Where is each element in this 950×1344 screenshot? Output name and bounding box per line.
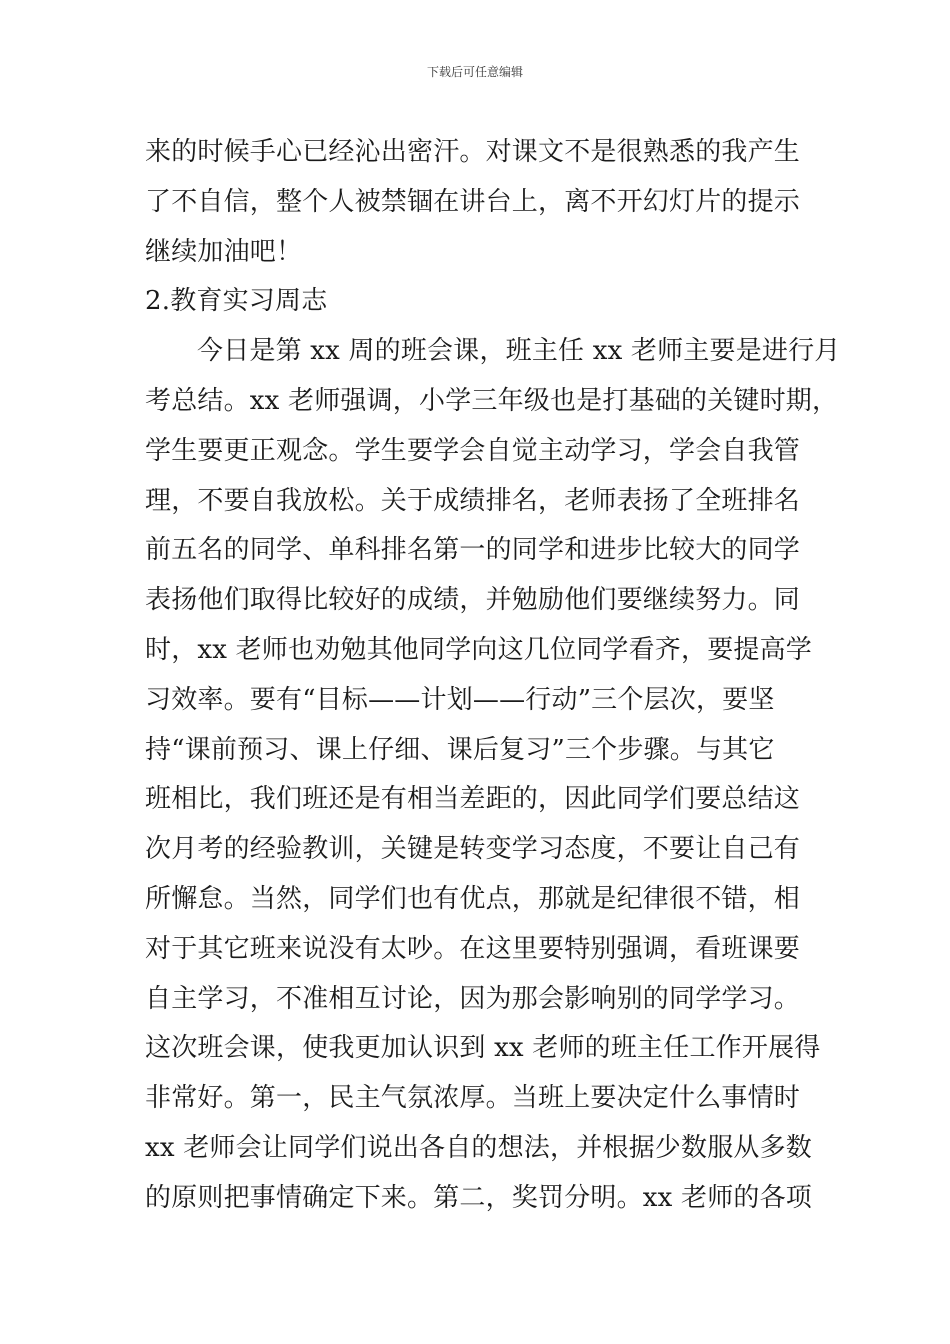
document-body xyxy=(145,128,841,1224)
text-line: 次月考的经验教训，关键是转变学习态度，不要让自己有 xyxy=(145,834,801,865)
text-line: 继续加油吧！ xyxy=(145,236,303,267)
text-line: 所懈怠。当然，同学们也有优点，那就是纪律很不错，相 xyxy=(145,883,801,914)
text-line: 前五名的同学、单科排名第一的同学和进步比较大的同学 xyxy=(145,535,801,566)
text-line: 理，不要自我放松。关于成绩排名，老师表扬了全班排名 xyxy=(145,485,801,516)
text-line: 的原则把事情确定下来。第二，奖罚分明。xx 老师的各项 xyxy=(145,1182,812,1213)
text-line: 时，xx 老师也劝勉其他同学向这几位同学看齐，要提高学 xyxy=(145,634,812,665)
text-line: 今日是第 xx 周的班会课，班主任 xx 老师主要是进行月 xyxy=(197,336,841,367)
text-line: 考总结。xx 老师强调，小学三年级也是打基础的关键时期， xyxy=(145,385,839,416)
text-line: 了不自信，整个人被禁锢在讲台上，离不开幻灯片的提示 xyxy=(145,186,801,217)
text-line: 学生要更正观念。学生要学会自觉主动学习，学会自我管 xyxy=(145,435,801,466)
text-line: 班相比，我们班还是有相当差距的，因此同学们要总结这 xyxy=(145,784,801,815)
text-line: 这次班会课，使我更加认识到 xx 老师的班主任工作开展得 xyxy=(145,1033,821,1064)
text-line: 持“课前预习、课上仔细、课后复习”三个步骤。与其它 xyxy=(145,734,775,765)
text-line: 来的时候手心已经沁出密汗。对课文不是很熟悉的我产生 xyxy=(145,137,801,167)
page-header: 下载后可任意编辑 xyxy=(426,65,523,79)
text-line: 自主学习，不准相互讨论，因为那会影响别的同学学习。 xyxy=(145,983,801,1014)
text-line: 习效率。要有“目标——计划——行动”三个层次，要坚 xyxy=(145,684,775,715)
text-line: 表扬他们取得比较好的成绩，并勉励他们要继续努力。同 xyxy=(145,585,801,616)
section-heading: 2.教育实习周志 xyxy=(145,286,328,317)
text-line: 非常好。第一，民主气氛浓厚。当班上要决定什么事情时 xyxy=(145,1083,801,1114)
text-line: 对于其它班来说没有太吵。在这里要特别强调，看班课要 xyxy=(145,933,801,964)
text-line: xx 老师会让同学们说出各自的想法，并根据少数服从多数 xyxy=(145,1132,812,1163)
